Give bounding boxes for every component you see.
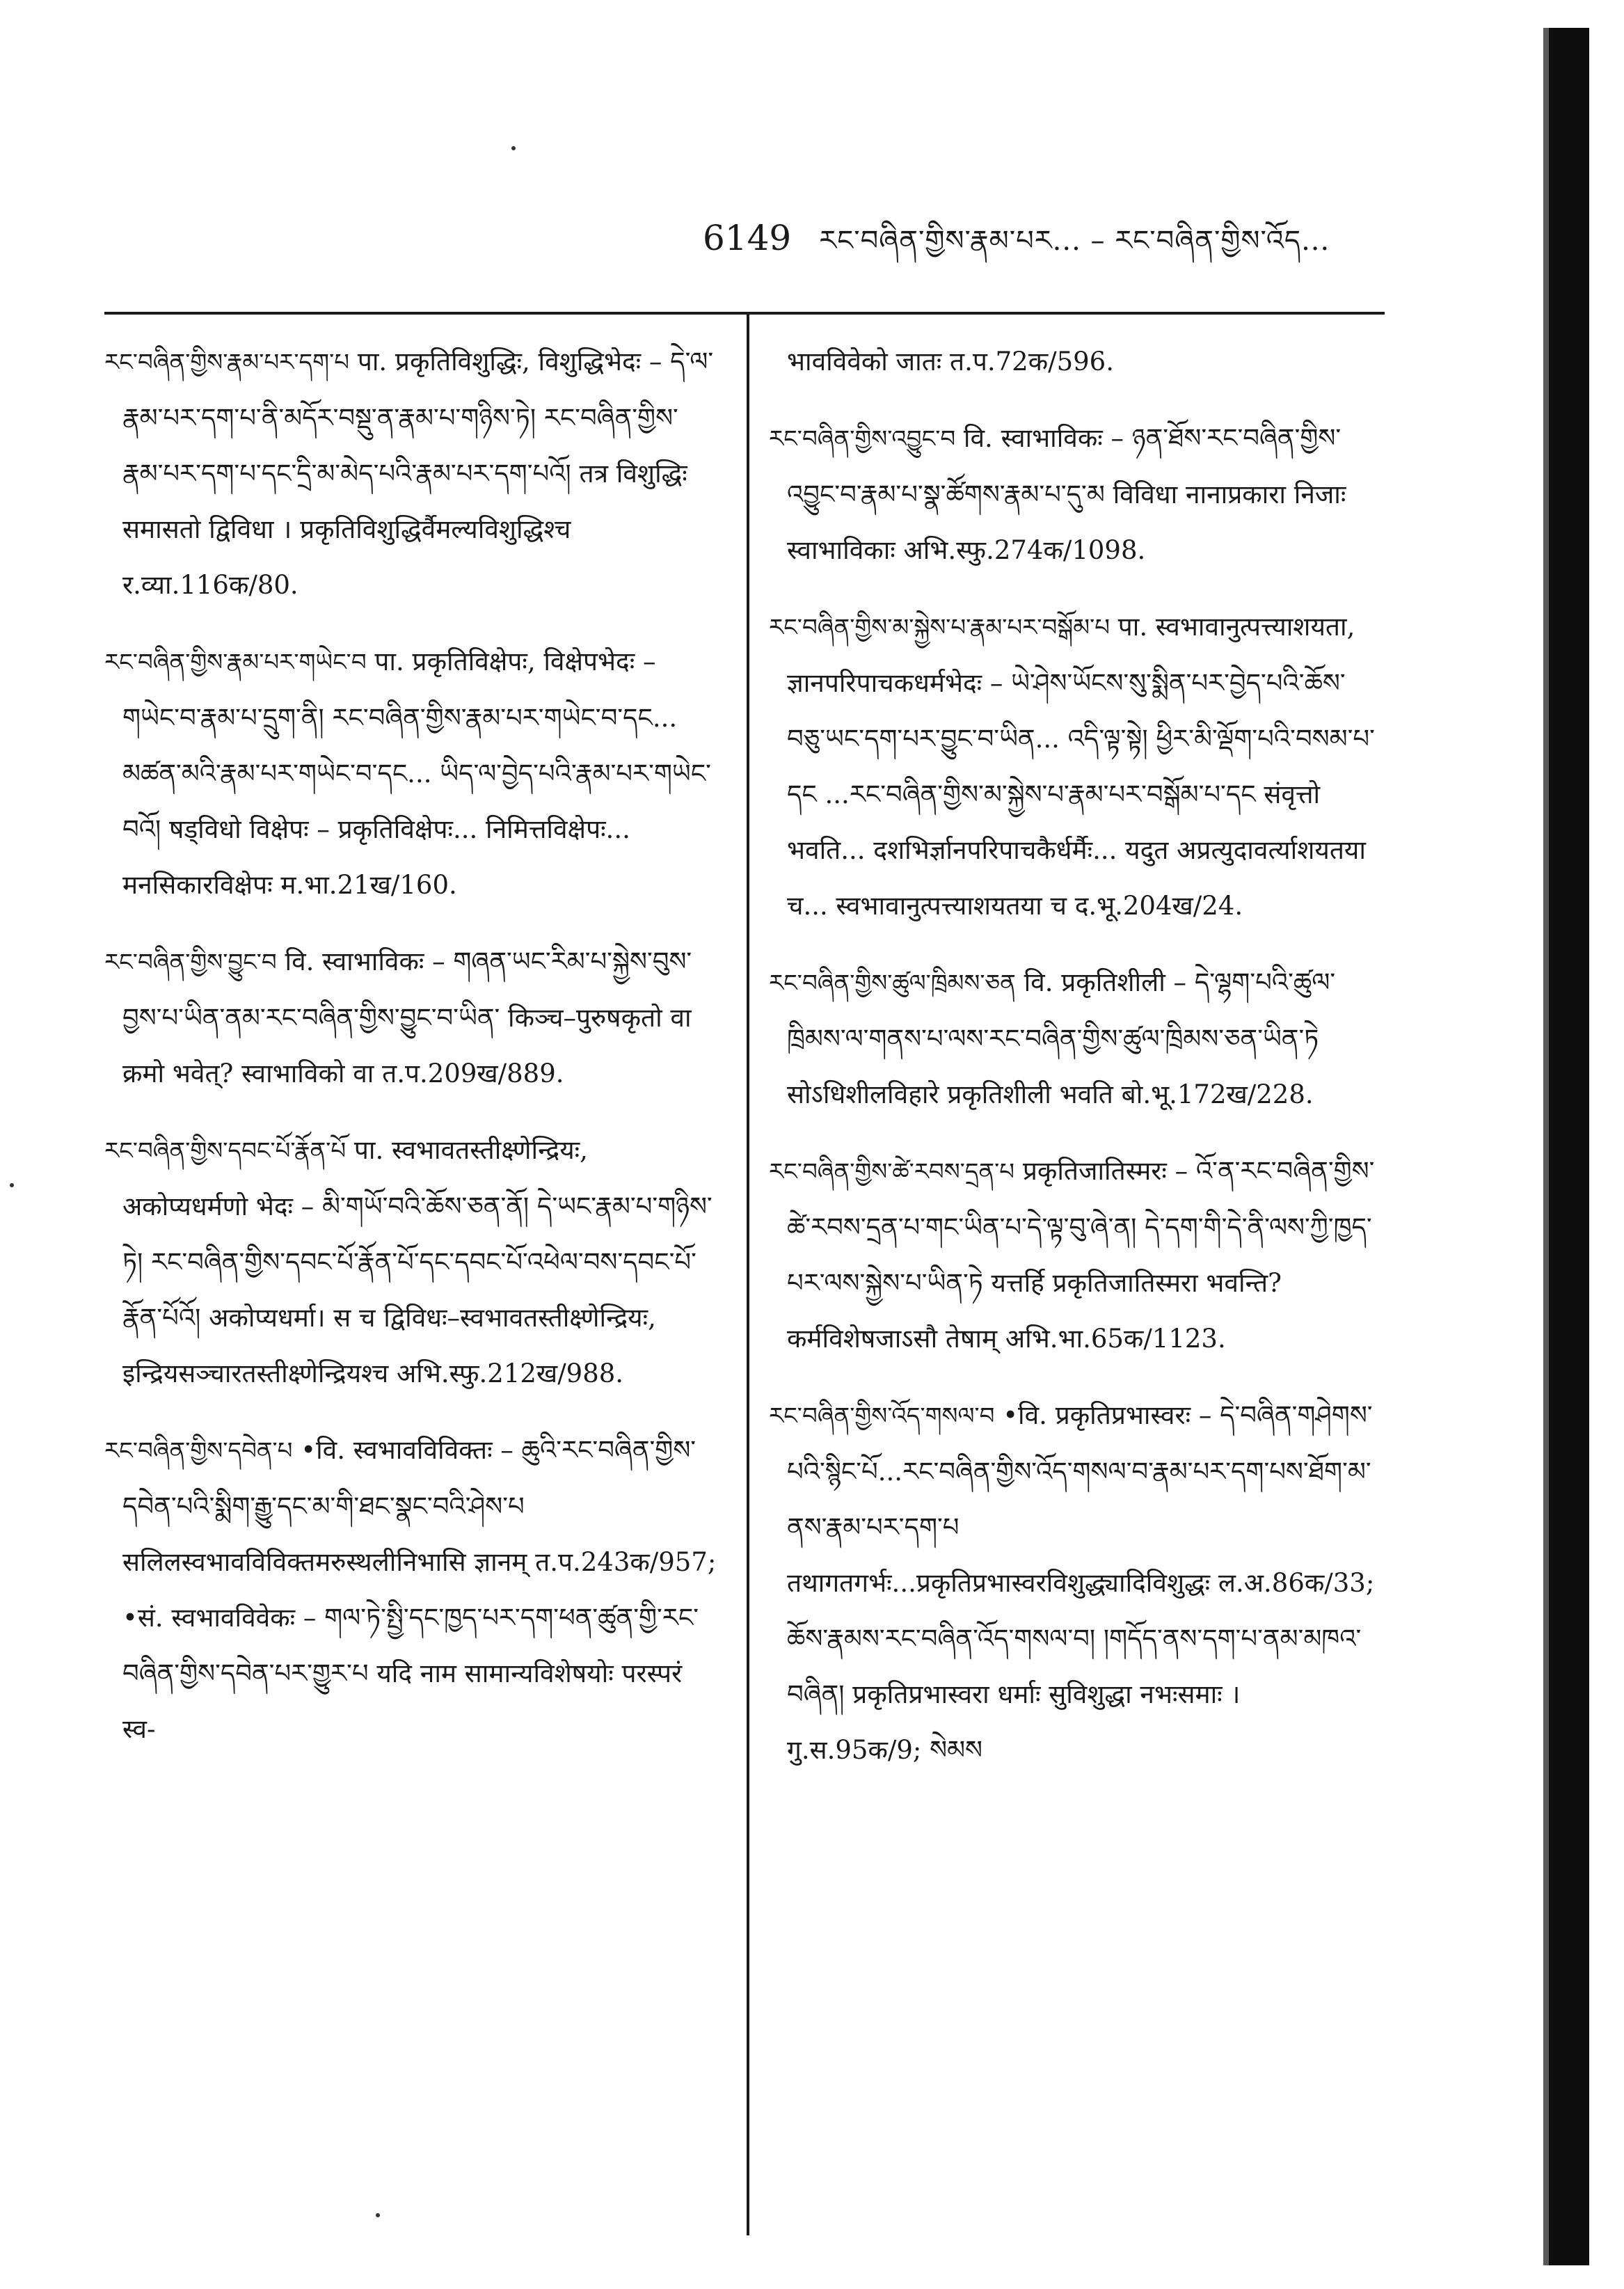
entry-body: पा. स्वभावतस्तीक्ष्णेन्द्रियः, अकोप्यधर्मणो भेदः – མི་གཡོ་བའི་ཆོས་ཅན་ནོ། དེ་ཡང་རྣམ་པ་གཉིས་ཏེ། རང་བཞིན་གྱིས་དབང་པོ་རྣོན་པོ་དང་དབང་པོ་འཕེལ་བས་དབང་པོ་རྣོན་པོའོ། अकोप्यधर्मा। स च द्विविधः–स्वभावतस्तीक्ष्णेन्द्रियः, इन्द्रियसञ्चारतस्तीक्ष्णेन्द्रियश्च अभि.स्फु.212ख/988. xyxy=(122,1135,713,1388)
dictionary-entry xyxy=(769,1388,1381,1778)
page-header xyxy=(703,209,1399,264)
entry-headword: རང་བཞིན་གྱིས་ཚུལ་ཁྲིམས་ཅན xyxy=(769,969,1016,997)
entry-body: पा. स्वभावानुत्पत्त्याशयता, ज्ञानपरिपाचकधर्मभेदः – ཡེ་ཤེས་ཡོངས་སུ་སྨིན་པར་བྱེད་པའི་ཆོས་བཅུ་ཡང་དག་པར་བྱུང་བ་ཡིན... འདི་ལྟ་སྟེ། ཕྱིར་མི་ལྡོག་པའི་བསམ་པ་དང ...རང་བཞིན་གྱིས་མ་སྐྱེས་པ་རྣམ་པར་བསྒོམ་པ་དང संवृत्तो भवति... दशभिर्ज्ञानपरिपाचकैर्धर्मैः... यदुत अप्रत्युदावर्त्याशयतया च... स्वभावानुत्पत्त्याशयतया च द.भू.204ख/24. xyxy=(787,612,1375,921)
dictionary-entry xyxy=(104,1123,717,1402)
entry-headword: རང་བཞིན་གྱིས་བྱུང་བ xyxy=(104,949,277,976)
page-number: 6149 xyxy=(703,218,792,258)
entry-body: पा. प्रकृतिविक्षेपः, विक्षेपभेदः – གཡེང་བ་རྣམ་པ་དྲུག་ནི། རང་བཞིན་གྱིས་རྣམ་པར་གཡེང་བ་དང... མཚན་མའི་རྣམ་པར་གཡེང་བ་དང... ཡིད་ལ་བྱེད་པའི་རྣམ་པར་གཡེང་བའོ། षड्विधो विक्षेपः – प्रकृतिविक्षेपः... निमित्तविक्षेपः... मनसिकारविक्षेपः म.भा.21ख/160. xyxy=(122,647,711,900)
scan-speck xyxy=(376,2213,380,2217)
entry-body: पा. प्रकृतिविशुद्धिः, विशुद्धिभेदः – དེ་ལ་རྣམ་པར་དག་པ་ནི་མདོར་བསྡུ་ན་རྣམ་པ་གཉིས་ཏེ། རང་བཞིན་གྱིས་རྣམ་པར་དག་པ་དང་དྲི་མ་མེད་པའི་རྣམ་པར་དག་པའོ། तत्र विशुद्धिः समासतो द्विविधा । प्रकृतिविशुद्धिर्वैमल्यविशुद्धिश्च र.व्या.116क/80. xyxy=(122,347,714,600)
right-column xyxy=(769,334,1381,1799)
entry-body: वि. प्रकृतिशीली – དེ་ལྷག་པའི་ཚུལ་ཁྲིམས་ལ་གནས་པ་ལས་རང་བཞིན་གྱིས་ཚུལ་ཁྲིམས་ཅན་ཡིན་ཏེ सोऽधिशीलविहारे प्रकृतिशीली भवति बो.भू.172ख/228. xyxy=(787,967,1336,1109)
dictionary-entry xyxy=(769,955,1381,1123)
entry-body: वि. स्वाभाविकः – ཉན་ཐོས་རང་བཞིན་གྱིས་འབྱུང་བ་རྣམ་པ་སྣ་ཚོགས་རྣམ་པ་དུ་མ विविधा नानाप्रकारा निजाः स्वाभाविकाः अभि.स्फु.274क/1098. xyxy=(787,423,1346,565)
entry-continuation xyxy=(769,334,1381,390)
entry-headword: རང་བཞིན་གྱིས་དབང་པོ་རྣོན་པོ xyxy=(104,1137,347,1165)
dictionary-entry xyxy=(104,1423,717,1757)
entry-body: प्रकृतिजातिस्मरः – འོ་ན་རང་བཞིན་གྱིས་ཚེ་རབས་དྲན་པ་གང་ཡིན་པ་དེ་ལྟ་བུ་ཞེ་ན། དེ་དག་གི་དེ་ནི་ལས་ཀྱི་ཁྱད་པར་ལས་སྐྱེས་པ་ཡིན་ཏེ यत्तर्हि प्रकृतिजातिस्मरा भवन्ति? कर्मविशेषजाऽसौ तेषाम् अभि.भा.65क/1123. xyxy=(787,1156,1375,1354)
entry-headword: རང་བཞིན་གྱིས་མ་སྐྱེས་པ་རྣམ་པར་བསྒོམ་པ xyxy=(769,614,1110,642)
column-divider xyxy=(747,315,749,2235)
entry-headword: རང་བཞིན་གྱིས་རྣམ་པར་དག་པ xyxy=(104,349,350,377)
dictionary-entry xyxy=(104,334,717,613)
entry-body: वि. स्वाभाविकः – གཞན་ཡང་རིམ་པ་སྐྱེས་བུས་བྱས་པ་ཡིན་ནམ་རང་བཞིན་གྱིས་བྱུང་བ་ཡིན་ किञ्च–पुरुषकृतो वा क्रमो भवेत्? स्वाभाविको वा त.प.209ख/889. xyxy=(122,947,692,1088)
scan-speck xyxy=(10,1183,14,1187)
scan-edge-bar xyxy=(1549,28,1589,2265)
dictionary-entry xyxy=(104,934,717,1102)
entry-headword: རང་བཞིན་གྱིས་ཚེ་རབས་དྲན་པ xyxy=(769,1158,1015,1186)
entry-headword: རང་བཞིན་གྱིས་འོད་གསལ་བ xyxy=(769,1402,995,1430)
entry-body: भावविवेको जातः त.प.72क/596. xyxy=(787,347,1114,377)
entry-headword: རང་བཞིན་གྱིས་འབྱུང་བ xyxy=(769,425,956,453)
entry-headword: རང་བཞིན་གྱིས་རྣམ་པར་གཡེང་བ xyxy=(104,649,367,676)
dictionary-entry xyxy=(769,1143,1381,1367)
left-column xyxy=(104,334,717,1778)
dictionary-entry xyxy=(104,634,717,913)
scan-edge-shadow xyxy=(1543,28,1549,2265)
entry-body: •वि. प्रकृतिप्रभास्वरः – དེ་བཞིན་གཤེགས་པའི་སྙིང་པོ...རང་བཞིན་གྱིས་འོད་གསལ་བ་རྣམ་པར་དག་པས་ཐོག་མ་ནས་རྣམ་པར་དག་པ तथागतगर्भः...प्रकृतिप्रभास्वरविशुद्ध्यादिविशुद्धः ल.अ.86क/33; ཆོས་རྣམས་རང་བཞིན་འོད་གསལ་བ། །གདོད་ནས་དག་པ་ནམ་མཁའ་བཞིན། प्रकृतिप्रभास्वरा धर्माः सुविशुद्धा नभःसमाः । गु.स.95क/9; སེམས xyxy=(787,1400,1375,1765)
entry-headword: རང་བཞིན་གྱིས་དབེན་པ xyxy=(104,1437,293,1465)
scan-speck xyxy=(511,146,516,150)
running-head: རང་བཞིན་གྱིས་རྣམ་པར... – རང་བཞིན་གྱིས་འོད... xyxy=(819,225,1330,257)
dictionary-entry xyxy=(769,599,1381,934)
dictionary-entry xyxy=(769,411,1381,578)
header-rule xyxy=(104,312,1385,315)
entry-body: •वि. स्वभावविविक्तः – ཆུའི་རང་བཞིན་གྱིས་དབེན་པའི་སྨིག་རྒྱུ་དང་མ་གི་ཐང་སྣང་བའི་ཤེས་པ सलिलस्वभावविविक्तमरुस्थलीनिभासि ज्ञानम् त.प.243क/957; •सं. स्वभावविवेकः – གལ་ཏེ་སྤྱི་དང་ཁྱད་པར་དག་ཕན་ཚུན་གྱི་རང་བཞིན་གྱིས་དབེན་པར་གྱུར་པ यदि नाम सामान्यविशेषयोः परस्परं स्व- xyxy=(122,1435,717,1744)
